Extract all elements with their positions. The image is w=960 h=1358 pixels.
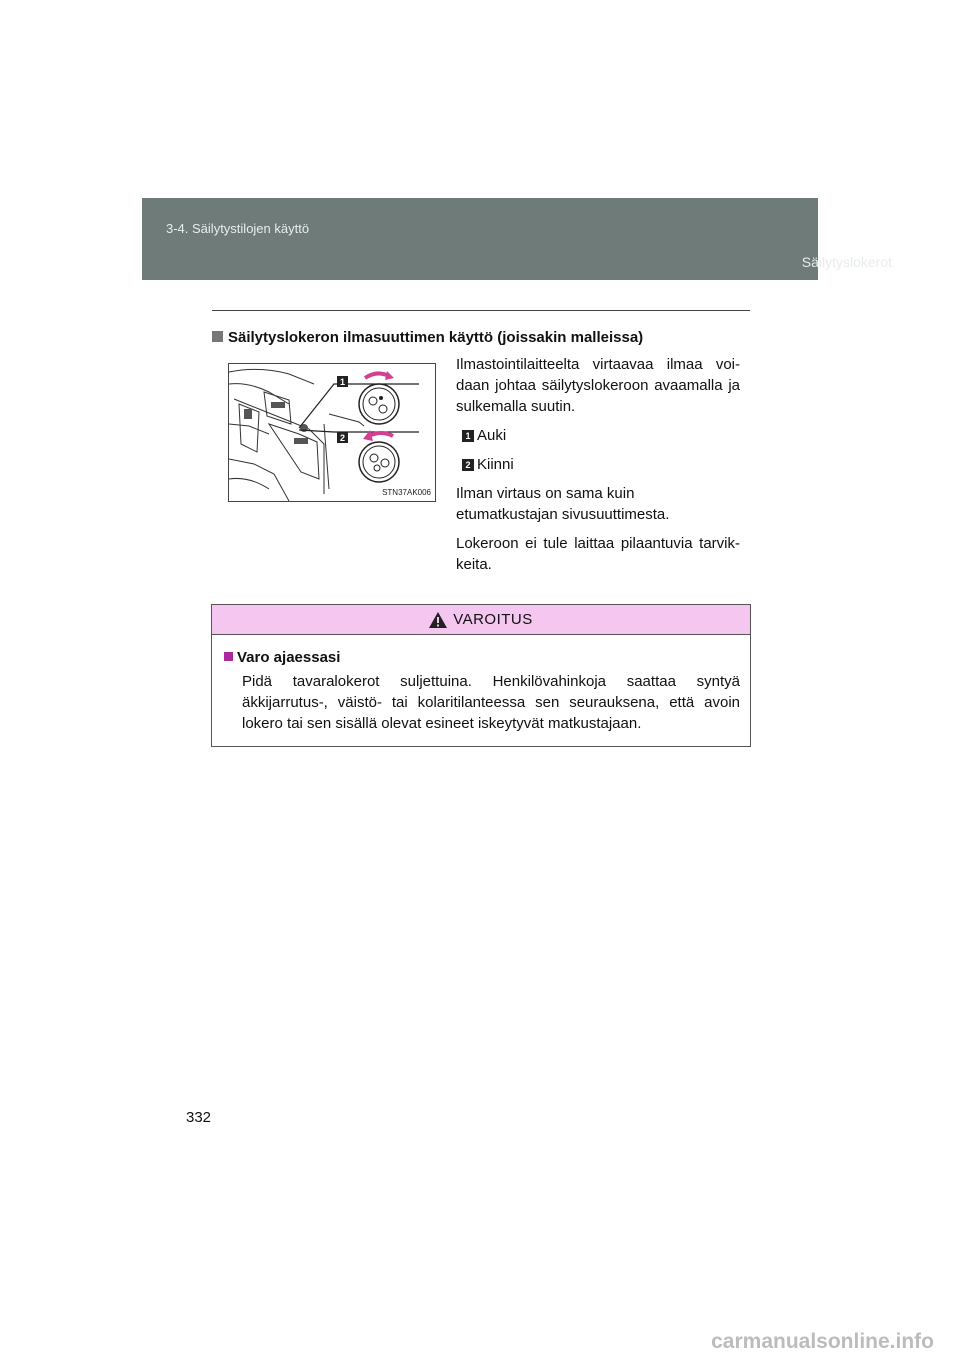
header-band: [142, 198, 818, 280]
subheading: [212, 329, 643, 346]
number-badge-1: 1: [462, 430, 474, 442]
body-column: [456, 354, 740, 583]
note-airflow: Ilman virtaus on sama kuin etumatkustajan sivusuuttimesta.: [456, 485, 670, 523]
warning-title: [224, 647, 740, 668]
warning-title-text: Varo ajaessasi: [237, 649, 341, 666]
warning-body: [212, 635, 750, 734]
legend-label-open: Auki: [477, 427, 507, 444]
figure-code: STN37AK006: [382, 488, 431, 497]
glovebox-vent-figure: [228, 363, 436, 502]
warning-heading: VAROITUS: [453, 611, 533, 628]
warning-triangle-icon: [429, 612, 447, 628]
warning-text: Pidä tavaralokerot suljettuina. Henkilövahinkoja saattaa syntyä äkkijarrutus-, väistö- tai kolaritilanteessa sen seurauksena, että avoin lokero tai sen sisällä olevat esineet iskeytyvät matkustajaan.: [242, 673, 740, 732]
warning-box: [211, 604, 751, 747]
legend-label-closed: Kiinni: [477, 456, 514, 473]
legend-item-closed: [462, 454, 740, 475]
intro-text: Ilmastointilaitteelta virtaavaa ilmaa voi-daan johtaa säilytyslokeroon avaamalla ja sulkemalla suutin.: [456, 356, 740, 415]
subheading-text: Säilytyslokeron ilmasuuttimen käyttö (joissakin malleissa): [228, 329, 644, 346]
section-label: 3-4. Säilytystilojen käyttö: [166, 221, 310, 236]
warning-header: [212, 605, 750, 635]
bullet-square-icon: [224, 652, 233, 661]
note-perishables: Lokeroon ei tule laittaa pilaantuvia tarvik-keita.: [456, 535, 740, 573]
page-number: 332: [186, 1109, 212, 1126]
label-2: 2: [339, 433, 346, 443]
page-title: Säilytyslokerot: [801, 254, 892, 270]
watermark: carmanualsonline.info: [711, 1330, 934, 1353]
label-1: 1: [339, 377, 346, 387]
number-badge-2: 2: [462, 459, 474, 471]
bullet-square-icon: [212, 331, 223, 342]
divider: [212, 310, 750, 311]
dashboard-illustration: [229, 364, 435, 501]
legend-item-open: [462, 425, 740, 446]
